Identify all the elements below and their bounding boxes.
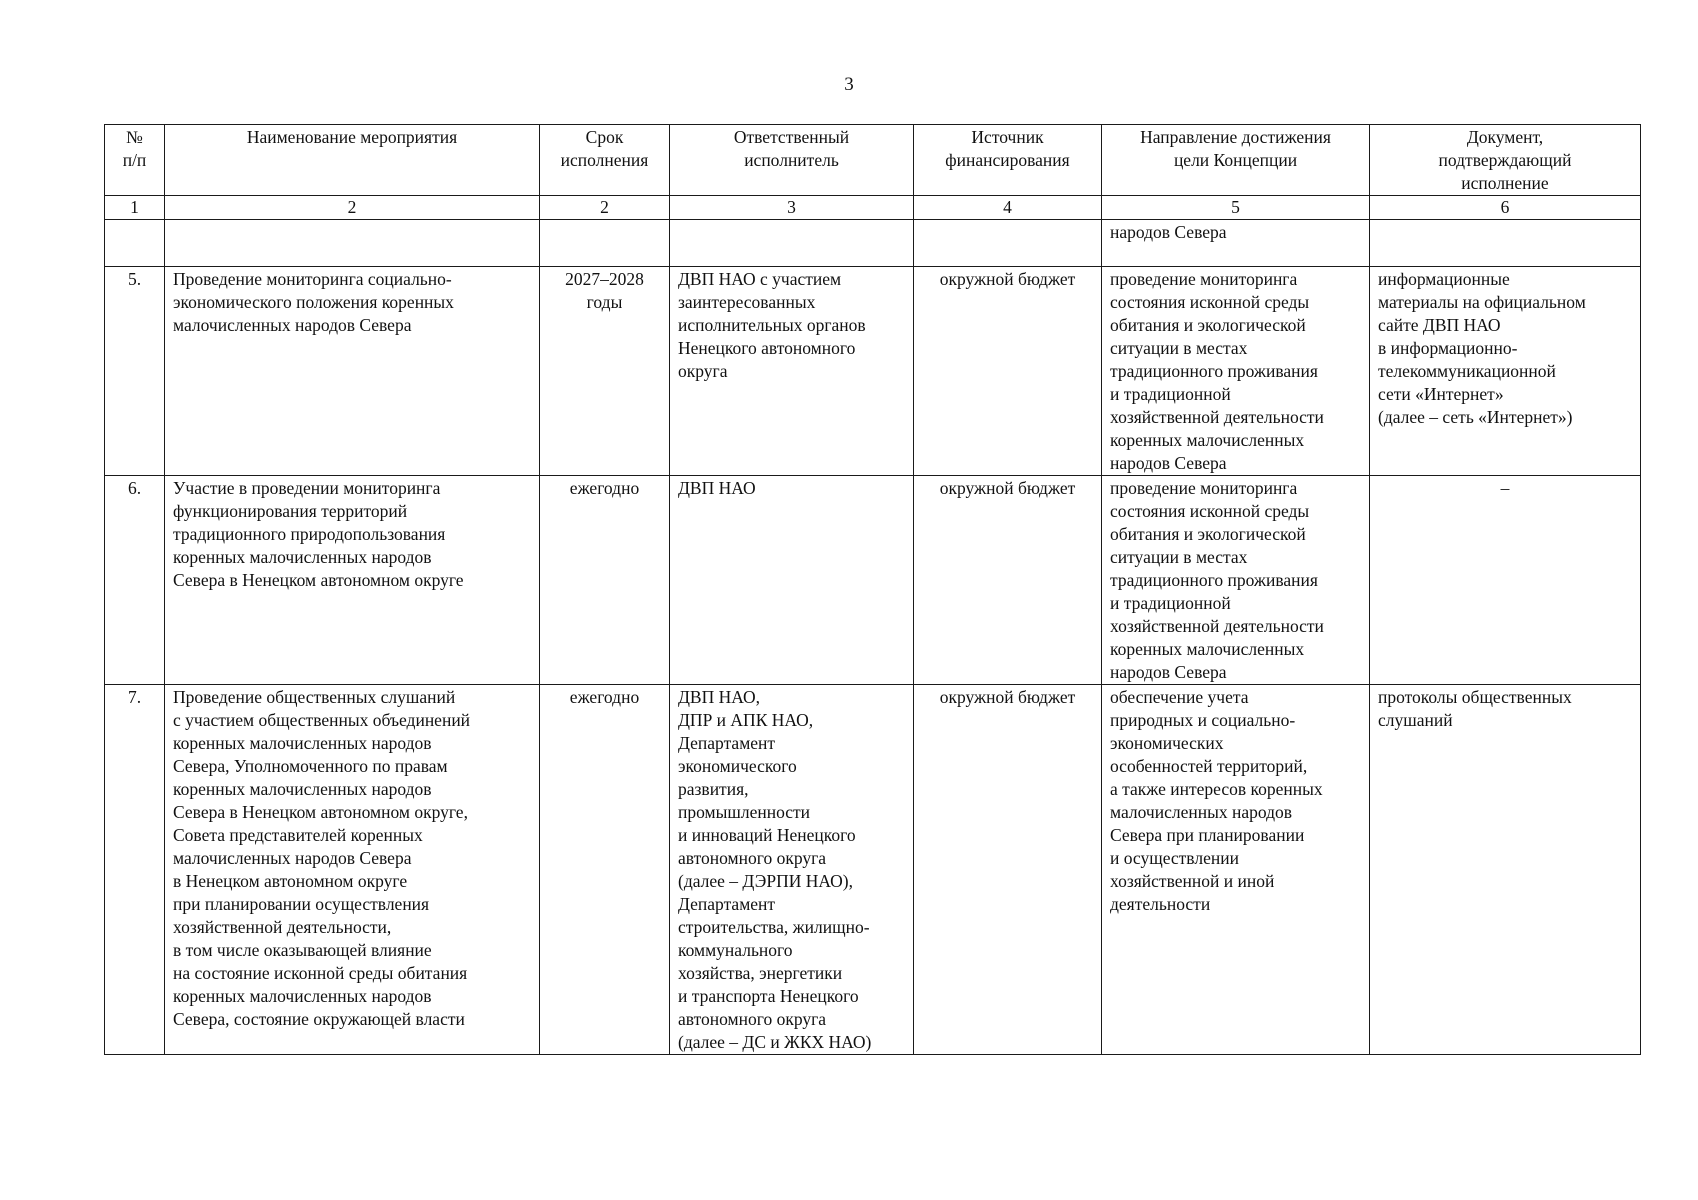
cell-direction: обеспечение учета природных и социально- экономических особенностей территорий, а также интересов коренных малочисленных народов Севера при планировании и осуществлении хозяйственной и иной деятельности xyxy=(1102,685,1370,1055)
column-number: 4 xyxy=(914,196,1102,220)
cell-name: Проведение мониторинга социально- экономического положения коренных малочисленных народов Севера xyxy=(165,267,540,476)
table-row xyxy=(105,685,1641,1055)
table-row-continuation xyxy=(105,220,1641,267)
cell-funding: окружной бюджет xyxy=(914,476,1102,685)
cell-direction: проведение мониторинга состояния исконной среды обитания и экологической ситуации в местах традиционного проживания и традиционной хозяйственной деятельности коренных малочисленных народов Севера xyxy=(1102,476,1370,685)
header-executor: Ответственный исполнитель xyxy=(670,125,914,196)
cell-term: 2027–2028 годы xyxy=(540,267,670,476)
header-row xyxy=(105,125,1641,196)
column-number: 1 xyxy=(105,196,165,220)
header-number: № п/п xyxy=(105,125,165,196)
cell-executor: ДВП НАО с участием заинтересованных исполнительных органов Ненецкого автономного округа xyxy=(670,267,914,476)
cell-number xyxy=(105,220,165,267)
header-term: Срок исполнения xyxy=(540,125,670,196)
table-row xyxy=(105,476,1641,685)
cell-document xyxy=(1370,220,1641,267)
column-number: 3 xyxy=(670,196,914,220)
cell-number: 5. xyxy=(105,267,165,476)
cell-document: протоколы общественных слушаний xyxy=(1370,685,1641,1055)
cell-number: 6. xyxy=(105,476,165,685)
table-row xyxy=(105,267,1641,476)
cell-term xyxy=(540,220,670,267)
cell-direction: проведение мониторинга состояния исконной среды обитания и экологической ситуации в местах традиционного проживания и традиционной хозяйственной деятельности коренных малочисленных народов Севера xyxy=(1102,267,1370,476)
header-document: Документ, подтверждающий исполнение xyxy=(1370,125,1641,196)
column-number: 2 xyxy=(540,196,670,220)
cell-name xyxy=(165,220,540,267)
header-funding: Источник финансирования xyxy=(914,125,1102,196)
page-number: 3 xyxy=(844,74,854,95)
cell-funding xyxy=(914,220,1102,267)
cell-name: Проведение общественных слушаний с участием общественных объединений коренных малочисленных народов Севера, Уполномоченного по правам коренных малочисленных народов Севера в Ненецком автономном округе, Совета представителей коренных малочисленных народов Севера в Ненецком автономном округе при планировании осуществления хозяйственной деятельности, в том числе оказывающей влияние на состояние исконной среды обитания коренных малочисленных народов Севера, состояние окружающей власти xyxy=(165,685,540,1055)
cell-document: информационные материалы на официальном сайте ДВП НАО в информационно- телекоммуникационной сети «Интернет» (далее – сеть «Интернет») xyxy=(1370,267,1641,476)
cell-executor xyxy=(670,220,914,267)
cell-funding: окружной бюджет xyxy=(914,685,1102,1055)
cell-name: Участие в проведении мониторинга функционирования территорий традиционного природопользования коренных малочисленных народов Севера в Ненецком автономном округе xyxy=(165,476,540,685)
cell-document: – xyxy=(1370,476,1641,685)
cell-executor: ДВП НАО, ДПР и АПК НАО, Департамент экономического развития, промышленности и инноваций Ненецкого автономного округа (далее – ДЭРПИ НАО), Департамент строительства, жилищно- коммунального хозяйства, энергетики и транспорта Ненецкого автономного округа (далее – ДС и ЖКХ НАО) xyxy=(670,685,914,1055)
column-number-row xyxy=(105,196,1641,220)
header-direction: Направление достижения цели Концепции xyxy=(1102,125,1370,196)
cell-funding: окружной бюджет xyxy=(914,267,1102,476)
action-plan-table xyxy=(104,124,1641,1055)
column-number: 5 xyxy=(1102,196,1370,220)
cell-term: ежегодно xyxy=(540,685,670,1055)
header-name: Наименование мероприятия xyxy=(165,125,540,196)
column-number: 2 xyxy=(165,196,540,220)
column-number: 6 xyxy=(1370,196,1641,220)
cell-term: ежегодно xyxy=(540,476,670,685)
cell-direction: народов Севера xyxy=(1102,220,1370,267)
cell-number: 7. xyxy=(105,685,165,1055)
cell-executor: ДВП НАО xyxy=(670,476,914,685)
